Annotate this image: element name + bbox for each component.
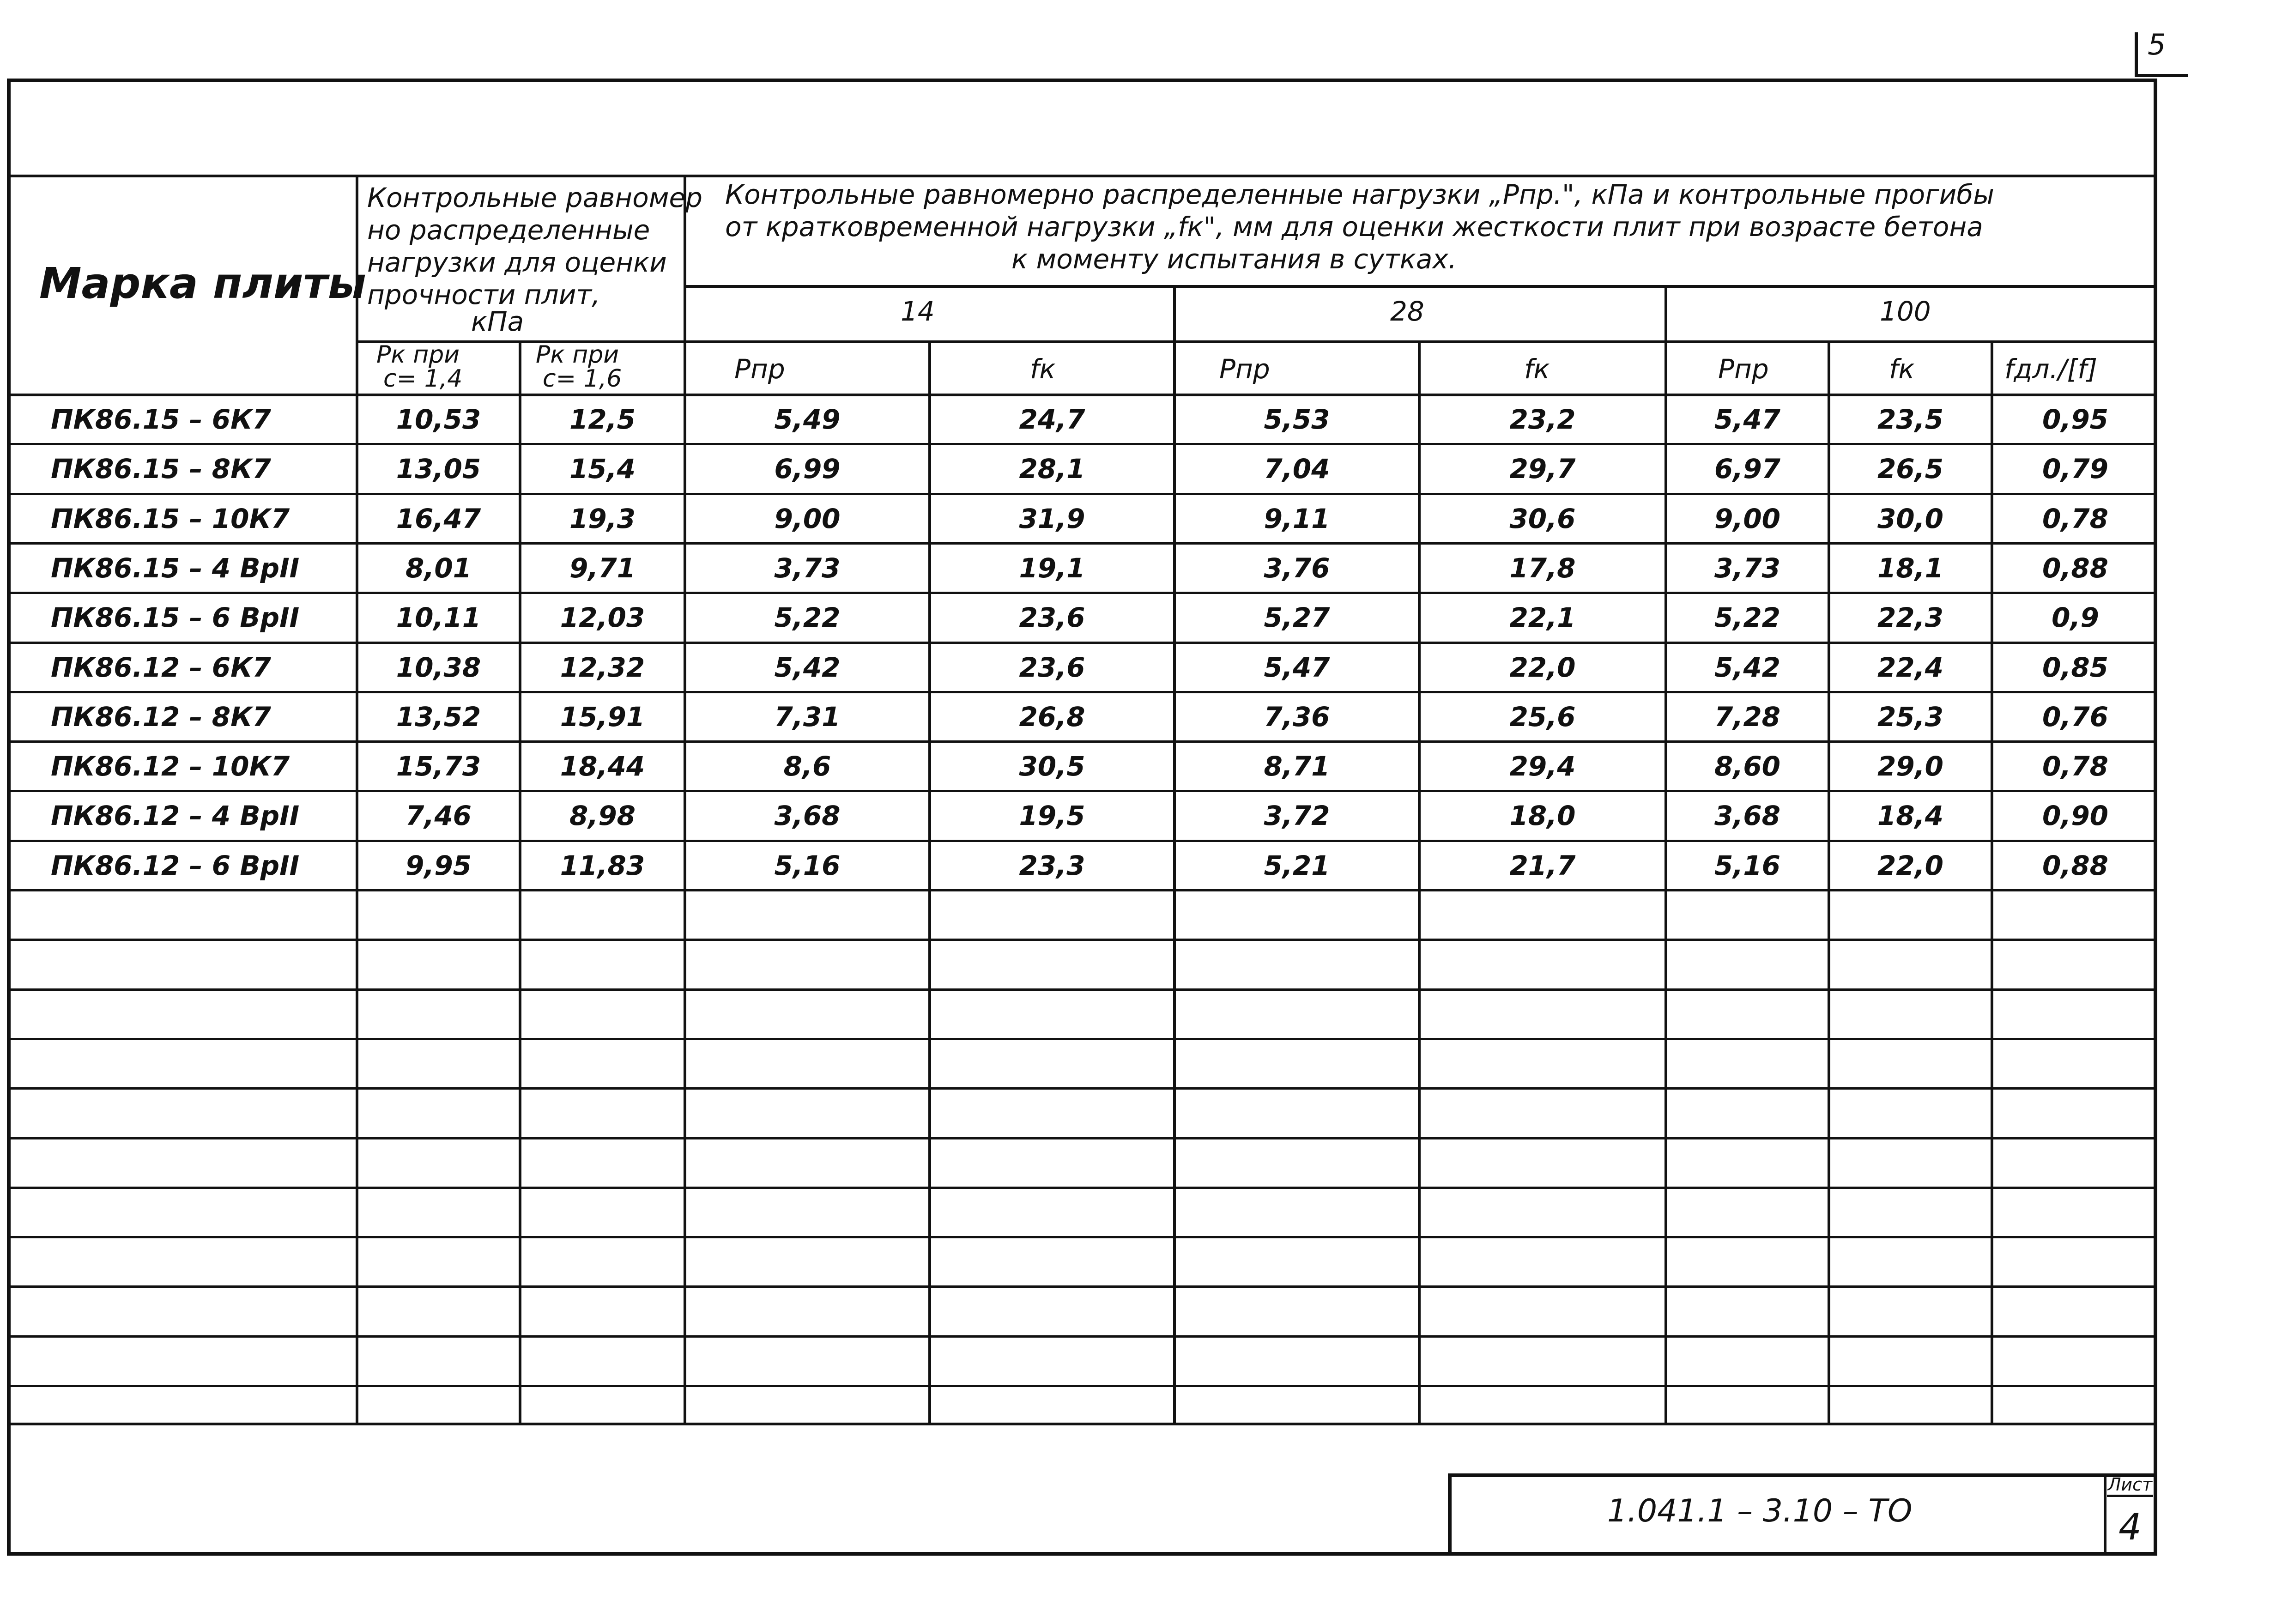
table-cell-f14: 31,9 bbox=[1019, 503, 1085, 534]
table-cell-ratio: 0,79 bbox=[2042, 453, 2109, 485]
table-cell-pk14: 10,38 bbox=[396, 652, 481, 683]
strength-title-line-2: но распределенные bbox=[367, 214, 650, 246]
table-cell-ratio: 0,90 bbox=[2042, 800, 2109, 831]
table-cell-f28: 17,8 bbox=[1509, 552, 1576, 584]
strength-title-line-4: прочности плит, bbox=[367, 279, 600, 310]
strength-title-unit: кПа bbox=[471, 306, 524, 337]
table-cell-pk14: 8,01 bbox=[405, 552, 472, 584]
table-cell-pk14: 9,95 bbox=[405, 850, 472, 881]
table-cell-p28: 5,21 bbox=[1264, 850, 1330, 881]
pk-c14-coeff: c= 1,4 bbox=[383, 365, 463, 393]
table-cell-p100: 8,60 bbox=[1714, 751, 1781, 782]
table-cell-p28: 3,72 bbox=[1264, 800, 1330, 831]
table-cell-p28: 8,71 bbox=[1264, 751, 1330, 782]
table-cell-p14: 7,31 bbox=[774, 701, 841, 733]
table-cell-p100: 5,47 bbox=[1714, 404, 1781, 435]
table-cell-p100: 3,68 bbox=[1714, 800, 1781, 831]
table-cell-p14: 5,42 bbox=[774, 652, 841, 683]
row-line bbox=[7, 1038, 2157, 1040]
document-code: 1.041.1 – 3.10 – ТО bbox=[1607, 1493, 1913, 1529]
table-cell-ratio: 0,95 bbox=[2042, 404, 2109, 435]
table-cell-p14: 5,49 bbox=[774, 404, 841, 435]
table-cell-p14: 3,68 bbox=[774, 800, 841, 831]
row-line bbox=[7, 1335, 2157, 1338]
table-row-mark: ПК86.15 – 6К7 bbox=[51, 404, 271, 435]
table-cell-pk14: 13,52 bbox=[396, 701, 481, 733]
rigidity-title-line-1: Контрольные равномерно распределенные нагрузки „Pпр.", кПа и контрольные прогибы bbox=[725, 179, 1994, 210]
fdl-ratio-header: fдл./[f] bbox=[2004, 353, 2098, 385]
table-cell-f14: 30,5 bbox=[1019, 751, 1085, 782]
table-cell-f14: 23,3 bbox=[1019, 850, 1085, 881]
table-cell-pk16: 12,5 bbox=[569, 404, 636, 435]
table-cell-pk14: 15,73 bbox=[396, 751, 481, 782]
table-cell-p28: 5,27 bbox=[1264, 602, 1330, 633]
fk-14-header: fк bbox=[1030, 353, 1056, 385]
table-cell-p14: 5,22 bbox=[774, 602, 841, 633]
table-cell-pk16: 15,91 bbox=[560, 701, 645, 733]
table-cell-p100: 9,00 bbox=[1714, 503, 1781, 534]
ppr-28-header: Pпр bbox=[1219, 353, 1270, 385]
fk-28-header: fк bbox=[1524, 353, 1550, 385]
table-cell-ratio: 0,88 bbox=[2042, 552, 2109, 584]
table-cell-pk16: 12,32 bbox=[560, 652, 645, 683]
table-cell-p100: 5,42 bbox=[1714, 652, 1781, 683]
table-cell-p14: 8,6 bbox=[783, 751, 831, 782]
table-cell-f28: 30,6 bbox=[1509, 503, 1576, 534]
row-line bbox=[7, 939, 2157, 941]
table-cell-p28: 9,11 bbox=[1264, 503, 1330, 534]
page-number-underline bbox=[2135, 74, 2188, 77]
table-cell-f28: 22,0 bbox=[1509, 652, 1576, 683]
row-line bbox=[7, 592, 2157, 594]
table-cell-f100: 22,4 bbox=[1877, 652, 1944, 683]
rigidity-title-line-2: от кратковременной нагрузки „fк", мм для оценки жесткости плит при возрасте бетона bbox=[725, 211, 1983, 242]
table-cell-pk16: 9,71 bbox=[569, 552, 636, 584]
table-cell-f100: 18,1 bbox=[1877, 552, 1944, 584]
strength-title-line-3: нагрузки для оценки bbox=[367, 247, 667, 278]
table-row-mark: ПК86.15 – 4 ВрII bbox=[51, 552, 300, 584]
age-28: 28 bbox=[1390, 296, 1424, 327]
table-cell-pk14: 13,05 bbox=[396, 453, 481, 485]
row-line bbox=[7, 1187, 2157, 1189]
table-cell-pk16: 8,98 bbox=[569, 800, 636, 831]
row-line bbox=[7, 443, 2157, 445]
row-line bbox=[7, 1236, 2157, 1238]
table-cell-pk16: 15,4 bbox=[569, 453, 636, 485]
sheet-label: Лист bbox=[2107, 1474, 2153, 1497]
table-cell-pk16: 12,03 bbox=[560, 602, 645, 633]
table-cell-p100: 3,73 bbox=[1714, 552, 1781, 584]
row-line bbox=[7, 988, 2157, 991]
table-cell-f28: 23,2 bbox=[1509, 404, 1576, 435]
row-line bbox=[7, 691, 2157, 693]
pk-c16-label: Pк при bbox=[536, 341, 619, 369]
row-line bbox=[7, 840, 2157, 842]
table-cell-f28: 29,7 bbox=[1509, 453, 1576, 485]
table-cell-f100: 29,0 bbox=[1877, 751, 1944, 782]
header-bottom-line bbox=[7, 394, 2157, 396]
table-cell-f14: 24,7 bbox=[1019, 404, 1085, 435]
table-cell-pk16: 18,44 bbox=[560, 751, 645, 782]
table-cell-f100: 18,4 bbox=[1877, 800, 1944, 831]
row-line bbox=[7, 889, 2157, 891]
table-cell-pk16: 19,3 bbox=[569, 503, 636, 534]
table-row-mark: ПК86.12 – 8К7 bbox=[51, 701, 271, 733]
table-cell-ratio: 0,85 bbox=[2042, 652, 2109, 683]
row-line bbox=[7, 740, 2157, 743]
table-cell-pk16: 11,83 bbox=[560, 850, 645, 881]
table-cell-f100: 30,0 bbox=[1877, 503, 1944, 534]
table-row-mark: ПК86.15 – 8К7 bbox=[51, 453, 271, 485]
table-cell-pk14: 7,46 bbox=[405, 800, 472, 831]
table-cell-f100: 22,3 bbox=[1877, 602, 1944, 633]
table-cell-pk14: 16,47 bbox=[396, 503, 481, 534]
table-top-line bbox=[7, 175, 2157, 177]
row-line bbox=[7, 493, 2157, 495]
age-header-line bbox=[684, 285, 2157, 288]
table-row-mark: ПК86.15 – 10К7 bbox=[51, 503, 290, 534]
table-cell-ratio: 0,78 bbox=[2042, 751, 2109, 782]
fk-100-header: fк bbox=[1889, 353, 1915, 385]
table-cell-p14: 5,16 bbox=[774, 850, 841, 881]
table-cell-f28: 18,0 bbox=[1509, 800, 1576, 831]
table-cell-p100: 5,16 bbox=[1714, 850, 1781, 881]
ppr-100-header: Pпр bbox=[1718, 353, 1769, 385]
table-cell-ratio: 0,88 bbox=[2042, 850, 2109, 881]
table-cell-f14: 19,1 bbox=[1019, 552, 1085, 584]
table-cell-p14: 9,00 bbox=[774, 503, 841, 534]
table-cell-f14: 23,6 bbox=[1019, 602, 1085, 633]
age-100: 100 bbox=[1880, 296, 1931, 327]
table-cell-p100: 5,22 bbox=[1714, 602, 1781, 633]
table-cell-p100: 7,28 bbox=[1714, 701, 1781, 733]
row-line bbox=[7, 1137, 2157, 1139]
table-cell-f28: 21,7 bbox=[1509, 850, 1576, 881]
table-cell-f14: 28,1 bbox=[1019, 453, 1085, 485]
table-cell-ratio: 0,76 bbox=[2042, 701, 2109, 733]
table-cell-f14: 26,8 bbox=[1019, 701, 1085, 733]
sheet-number: 4 bbox=[2118, 1507, 2142, 1548]
row-line bbox=[7, 1385, 2157, 1387]
table-cell-p28: 5,47 bbox=[1264, 652, 1330, 683]
table-cell-f14: 19,5 bbox=[1019, 800, 1085, 831]
row-line bbox=[7, 790, 2157, 792]
table-cell-p28: 3,76 bbox=[1264, 552, 1330, 584]
row-line bbox=[7, 1087, 2157, 1090]
table-row-mark: ПК86.12 – 4 ВрII bbox=[51, 800, 300, 831]
table-cell-f100: 26,5 bbox=[1877, 453, 1944, 485]
table-cell-p28: 5,53 bbox=[1264, 404, 1330, 435]
table-bottom-line bbox=[7, 1423, 2157, 1425]
table-cell-p100: 6,97 bbox=[1714, 453, 1781, 485]
table-cell-pk14: 10,11 bbox=[396, 602, 481, 633]
table-row-mark: ПК86.12 – 6 ВрII bbox=[51, 850, 300, 881]
row-line bbox=[7, 642, 2157, 644]
table-cell-p28: 7,36 bbox=[1264, 701, 1330, 733]
rigidity-title-line-3: к моменту испытания в сутках. bbox=[1011, 243, 1457, 275]
ppr-14-header: Pпр bbox=[734, 353, 785, 385]
table-cell-f100: 22,0 bbox=[1877, 850, 1944, 881]
table-cell-p28: 7,04 bbox=[1264, 453, 1330, 485]
pk-c16-coeff: c= 1,6 bbox=[543, 365, 622, 393]
page-number: 5 bbox=[2148, 28, 2166, 61]
table-row-mark: ПК86.12 – 6К7 bbox=[51, 652, 271, 683]
pk-c14-label: Pк при bbox=[376, 341, 460, 369]
age-14: 14 bbox=[901, 296, 935, 327]
row-line bbox=[7, 542, 2157, 545]
table-row-mark: ПК86.15 – 6 ВрII bbox=[51, 602, 300, 633]
page-number-divider bbox=[2135, 32, 2138, 76]
table-row-mark: ПК86.12 – 10К7 bbox=[51, 751, 290, 782]
table-cell-f100: 25,3 bbox=[1877, 701, 1944, 733]
strength-title-line-1: Контрольные равномер bbox=[367, 182, 702, 213]
row-line bbox=[7, 1285, 2157, 1288]
table-cell-f100: 23,5 bbox=[1877, 404, 1944, 435]
subheader-line bbox=[356, 340, 2157, 343]
table-cell-f28: 29,4 bbox=[1509, 751, 1576, 782]
table-cell-p14: 3,73 bbox=[774, 552, 841, 584]
table-cell-p14: 6,99 bbox=[774, 453, 841, 485]
table-cell-f28: 22,1 bbox=[1509, 602, 1576, 633]
table-cell-pk14: 10,53 bbox=[396, 404, 481, 435]
table-cell-ratio: 0,78 bbox=[2042, 503, 2109, 534]
mark-column-title: Марка плиты bbox=[39, 259, 366, 308]
table-cell-f28: 25,6 bbox=[1509, 701, 1576, 733]
table-cell-ratio: 0,9 bbox=[2052, 602, 2099, 633]
table-cell-f14: 23,6 bbox=[1019, 652, 1085, 683]
